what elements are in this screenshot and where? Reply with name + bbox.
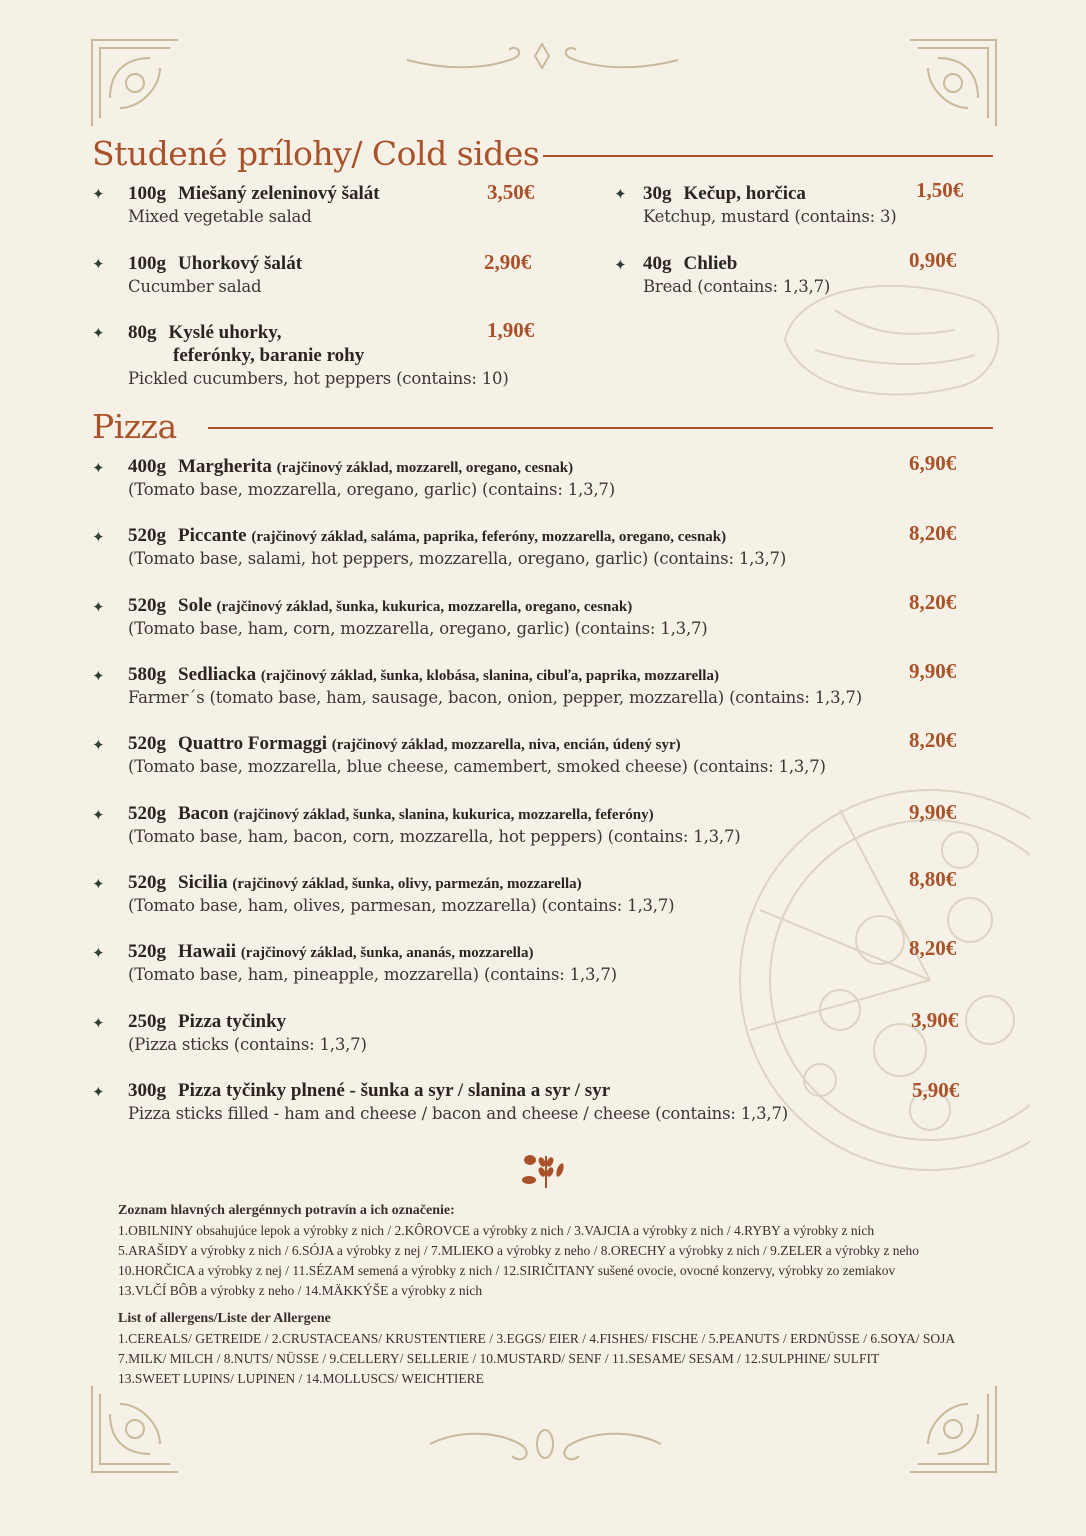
item-weight: 40g xyxy=(643,253,672,274)
item-price: 0,90€ xyxy=(909,248,957,272)
item-weight: 80g xyxy=(128,322,157,343)
item-price: 1,90€ xyxy=(487,318,535,342)
allergen-line: 1.CEREALS/ GETREIDE / 2.CRUSTACEANS/ KRUSTENTIERE / 3.EGGS/ EIER / 4.FISHES/ FISCHE / 5.PEANUTS / ERDNÜSSE / 6.SOYA/ SOJA xyxy=(118,1331,956,1346)
item-name-continued: feferónky, baranie rohy xyxy=(173,345,365,366)
item-translation: (Tomato base, ham, olives, parmesan, mozzarella) (contains: 1,3,7) xyxy=(128,896,675,915)
item-name: Bacon xyxy=(178,803,229,824)
item-price: 8,80€ xyxy=(909,867,957,891)
item-name: Kyslé uhorky, xyxy=(168,322,282,343)
item-weight: 520g xyxy=(128,595,166,616)
item-price: 5,90€ xyxy=(912,1078,960,1102)
star-bullet-icon: ✦ xyxy=(92,1014,105,1032)
star-bullet-icon: ✦ xyxy=(92,667,105,685)
item-name: Quattro Formaggi xyxy=(178,733,327,754)
corner-ornament-icon xyxy=(90,38,180,128)
item-price: 8,20€ xyxy=(909,590,957,614)
item-name: Margherita xyxy=(178,456,272,477)
star-bullet-icon: ✦ xyxy=(92,185,105,203)
star-bullet-icon: ✦ xyxy=(92,806,105,824)
item-translation: (Tomato base, ham, pineapple, mozzarella) (contains: 1,3,7) xyxy=(128,965,617,984)
flourish-icon xyxy=(405,40,680,80)
star-bullet-icon: ✦ xyxy=(92,944,105,962)
item-translation: (Tomato base, salami, hot peppers, mozzarella, oregano, garlic) (contains: 1,3,7) xyxy=(128,549,787,568)
item-name: Piccante xyxy=(178,525,247,546)
allergen-line: 1.OBILNINY obsahujúce lepok a výrobky z nich / 2.KÔROVCE a výrobky z nich / 3.VAJCIA a výrobky z nich / 4.RYBY a výrobky z nich xyxy=(118,1223,875,1238)
corner-ornament-icon xyxy=(908,1384,998,1474)
item-weight: 520g xyxy=(128,803,166,824)
item-translation: (Tomato base, mozzarella, oregano, garlic) (contains: 1,3,7) xyxy=(128,480,615,499)
wheat-allergen-icon xyxy=(520,1150,566,1190)
item-weight: 100g xyxy=(128,253,166,274)
item-translation: Farmer´s (tomato base, ham, sausage, bacon, onion, pepper, mozzarella) (contains: 1,3,7) xyxy=(128,688,862,707)
item-translation: (Tomato base, mozzarella, blue cheese, camembert, smoked cheese) (contains: 1,3,7) xyxy=(128,757,826,776)
item-weight: 520g xyxy=(128,872,166,893)
flourish-icon xyxy=(428,1418,663,1470)
item-name: Miešaný zeleninový šalát xyxy=(178,183,380,204)
item-name: Pizza tyčinky plnené - šunka a syr / slanina a syr / syr xyxy=(178,1080,611,1101)
item-weight: 30g xyxy=(643,183,672,204)
section-divider xyxy=(543,155,993,157)
item-name: Hawaii xyxy=(178,941,237,962)
section-title-cold-sides: Studené prílohy/ Cold sides xyxy=(92,134,540,173)
item-translation: Ketchup, mustard (contains: 3) xyxy=(643,207,897,226)
item-translation: (Pizza sticks (contains: 1,3,7) xyxy=(128,1035,367,1054)
section-divider xyxy=(208,427,993,429)
item-price: 3,50€ xyxy=(487,180,535,204)
star-bullet-icon: ✦ xyxy=(92,1083,105,1101)
item-weight: 250g xyxy=(128,1011,166,1032)
item-description: (rajčinový základ, šunka, olivy, parmezán, mozzarella) xyxy=(232,876,582,892)
item-name: Kečup, horčica xyxy=(683,183,806,204)
item-name: Sicilia xyxy=(178,872,228,893)
allergen-title-sk: Zoznam hlavných alergénnych potravín a ich označenie: xyxy=(118,1203,455,1218)
allergen-line: 13.VLČÍ BÔB a výrobky z neho / 14.MÄKKÝŠE a výrobky z nich xyxy=(118,1283,483,1298)
item-description: (rajčinový základ, šunka, kukurica, mozzarella, oregano, cesnak) xyxy=(216,599,633,615)
star-bullet-icon: ✦ xyxy=(614,256,627,274)
allergen-line: 5.ARAŠIDY a výrobky z nich / 6.SÓJA a výrobky z nej / 7.MLIEKO a výrobky z neho / 8.ORECHY a výrobky z nich / 9.ZELER a výrobky z neho xyxy=(118,1243,919,1258)
star-bullet-icon: ✦ xyxy=(92,255,105,273)
item-price: 9,90€ xyxy=(909,659,957,683)
item-translation: Pizza sticks filled - ham and cheese / bacon and cheese / cheese (contains: 1,3,7) xyxy=(128,1104,788,1123)
pizza-sketch-icon xyxy=(730,770,1030,1190)
star-bullet-icon: ✦ xyxy=(614,185,627,203)
item-price: 9,90€ xyxy=(909,800,957,824)
item-weight: 400g xyxy=(128,456,166,477)
item-weight: 520g xyxy=(128,525,166,546)
item-translation: Cucumber salad xyxy=(128,277,262,296)
item-translation: Bread (contains: 1,3,7) xyxy=(643,277,831,296)
item-weight: 100g xyxy=(128,183,166,204)
allergen-title-en: List of allergens/Liste der Allergene xyxy=(118,1311,331,1326)
corner-ornament-icon xyxy=(908,38,998,128)
section-title-pizza: Pizza xyxy=(92,407,177,446)
item-price: 6,90€ xyxy=(909,451,957,475)
item-translation: (Tomato base, ham, corn, mozzarella, oregano, garlic) (contains: 1,3,7) xyxy=(128,619,708,638)
item-description: (rajčinový základ, saláma, paprika, feferóny, mozzarella, oregano, cesnak) xyxy=(251,529,727,545)
allergen-line: 10.HORČICA a výrobky z nej / 11.SÉZAM semená a výrobky z nich / 12.SIRIČITANY sušené ovocie, ovocné konzervy, výrobky zo zemiakov xyxy=(118,1263,896,1278)
allergen-line: 7.MILK/ MILCH / 8.NUTS/ NÜSSE / 9.CELLERY/ SELLERIE / 10.MUSTARD/ SENF / 11.SESAME/ SESAM / 12.SULPHINE/ SULFIT xyxy=(118,1351,880,1366)
item-price: 2,90€ xyxy=(484,250,532,274)
item-price: 8,20€ xyxy=(909,728,957,752)
item-weight: 520g xyxy=(128,733,166,754)
corner-ornament-icon xyxy=(90,1384,180,1474)
item-translation: Mixed vegetable salad xyxy=(128,207,312,226)
item-weight: 520g xyxy=(128,941,166,962)
allergen-legend xyxy=(118,1203,998,1389)
star-bullet-icon: ✦ xyxy=(92,598,105,616)
star-bullet-icon: ✦ xyxy=(92,459,105,477)
item-name: Uhorkový šalát xyxy=(178,253,303,274)
item-description: (rajčinový základ, mozzarella, niva, encián, údený syr) xyxy=(331,737,681,753)
item-price: 8,20€ xyxy=(909,521,957,545)
star-bullet-icon: ✦ xyxy=(92,528,105,546)
item-translation: Pickled cucumbers, hot peppers (contains: 10) xyxy=(128,369,509,388)
star-bullet-icon: ✦ xyxy=(92,875,105,893)
item-price: 3,90€ xyxy=(911,1008,959,1032)
item-name: Pizza tyčinky xyxy=(178,1011,287,1032)
star-bullet-icon: ✦ xyxy=(92,736,105,754)
item-description: (rajčinový základ, šunka, ananás, mozzarella) xyxy=(240,945,534,961)
item-name: Chlieb xyxy=(683,253,738,274)
item-translation: (Tomato base, ham, bacon, corn, mozzarella, hot peppers) (contains: 1,3,7) xyxy=(128,827,741,846)
item-price: 8,20€ xyxy=(909,936,957,960)
allergen-line: 13.SWEET LUPINS/ LUPINEN / 14.MOLLUSCS/ WEICHTIERE xyxy=(118,1371,484,1386)
item-name: Sole xyxy=(178,595,212,616)
item-description: (rajčinový základ, šunka, klobása, slanina, cibuľa, paprika, mozzarella) xyxy=(260,668,719,684)
item-description: (rajčinový základ, šunka, slanina, kukurica, mozzarella, feferóny) xyxy=(233,807,654,823)
item-weight: 300g xyxy=(128,1080,166,1101)
item-description: (rajčinový základ, mozzarell, oregano, cesnak) xyxy=(276,460,574,476)
star-bullet-icon: ✦ xyxy=(92,324,105,342)
item-price: 1,50€ xyxy=(916,178,964,202)
item-name: Sedliacka xyxy=(178,664,257,685)
item-weight: 580g xyxy=(128,664,166,685)
